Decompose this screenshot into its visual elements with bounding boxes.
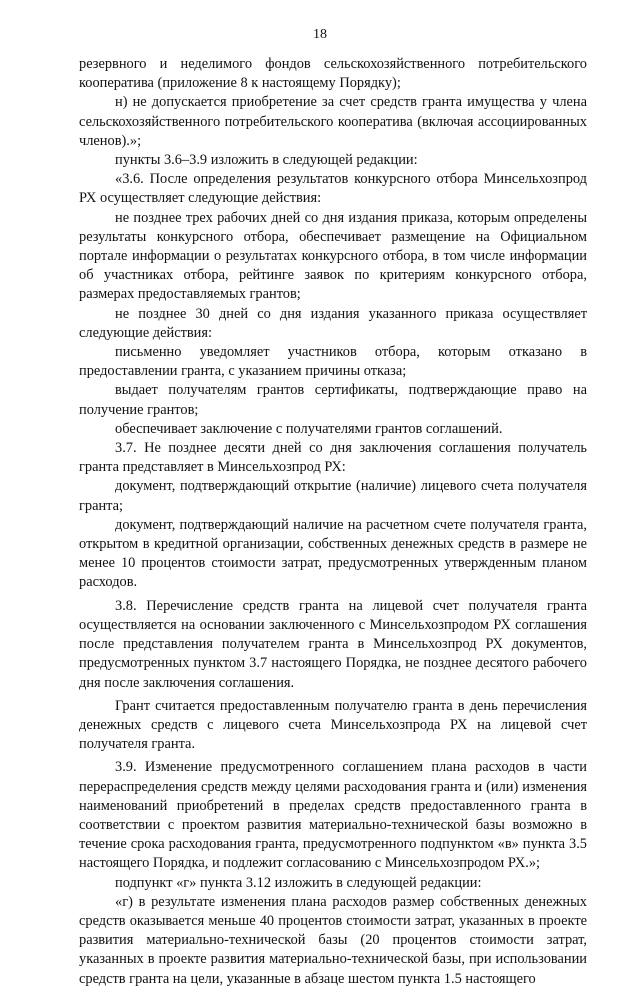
paragraph-item-n: н) не допускается приобретение за счет средств гранта имущества у члена сельскохозяйственного потребительского кооператива (включая ассоциированных членов).»;: [79, 94, 587, 149]
paragraph-3-6-30-days: не позднее 30 дней со дня издания указанного приказа осуществляет следующие действия:: [79, 305, 587, 341]
paragraph-3-9: 3.9. Изменение предусмотренного соглашением плана расходов в части перераспределения средств между целями расходования гранта и (или) изменения наименований приобретений в пределах средств предоставленного гранта в соответствии с проектом развития материально-технической базы возможно в течение срока расходования гранта, предусмотренного подпунктом «в» пункта 3.5 настоящего Порядка, и подлежит согласованию с Минсельхозпродом РХ.»;: [79, 759, 587, 872]
paragraph-amend-3-6-3-9: пункты 3.6–3.9 изложить в следующей редакции:: [115, 152, 418, 169]
paragraph-3-8: 3.8. Перечисление средств гранта на лицевой счет получателя гранта осуществляется на основании заключенного с Минсельхозпродом РХ соглашения после представления получателем гранта в Минсельхозпрод РХ документов, предусмотренных пунктом 3.7 настоящего Порядка, не позднее десятого рабочего дня после заключения соглашения.: [79, 597, 587, 691]
paragraph-3-7-funds: документ, подтверждающий наличие на расчетном счете получателя гранта, открытом в кредитной организации, собственных денежных средств в размере не менее 10 процентов стоимости затрат, предусмотренных утвержденным планом расходов.: [79, 516, 587, 591]
paragraph-3-6-certificates: выдает получателям грантов сертификаты, подтверждающие право на получение грантов;: [79, 382, 587, 418]
document-body: [79, 55, 587, 989]
paragraph-3-7-account: документ, подтверждающий открытие (наличие) лицевого счета получателя гранта;: [79, 478, 587, 514]
paragraph-3-6: «3.6. После определения результатов конкурсного отбора Минсельхозпрод РХ осуществляет следующие действия:: [79, 171, 587, 207]
paragraph-3-6-agreements: обеспечивает заключение с получателями грантов соглашений.: [115, 420, 503, 437]
paragraph-3-7: 3.7. Не позднее десяти дней со дня заключения соглашения получатель гранта представляет в Минсельхозпрод РХ:: [79, 440, 587, 476]
paragraph-3-8-grant-provided: Грант считается предоставленным получателю гранта в день перечисления денежных средств с лицевого счета Минсельхозпрода РХ на лицевой счет получателя гранта.: [79, 697, 587, 753]
paragraph-continuation: резервного и неделимого фондов сельскохозяйственного потребительского кооператива (приложение 8 к настоящему Порядку);: [79, 56, 587, 92]
paragraph-3-6-publication: не позднее трех рабочих дней со дня издания приказа, которым определены результаты конкурсного отбора, обеспечивает размещение на Официальном портале информации о результатах конкурсного отбора, в том числе информации об участниках отбора, рейтинге заявок по критериям конкурсного отбора, размерах предоставляемых грантов;: [79, 209, 587, 303]
paragraph-3-12-g: «г) в результате изменения плана расходов размер собственных денежных средств оказывается меньше 40 процентов стоимости затрат, указанных в проекте развития материально-технической базы (20 процентов стоимости затрат, указанных в проекте развития материально-технической базы, при использовании средств гранта на цели, указанные в абзаце шестом пункта 1.5 настоящего: [79, 893, 587, 987]
paragraph-amend-3-12-g: подпункт «г» пункта 3.12 изложить в следующей редакции:: [115, 874, 482, 891]
paragraph-3-6-notify: письменно уведомляет участников отбора, которым отказано в предоставлении гранта, с указанием причины отказа;: [79, 344, 587, 380]
page-number: 18: [313, 27, 327, 42]
